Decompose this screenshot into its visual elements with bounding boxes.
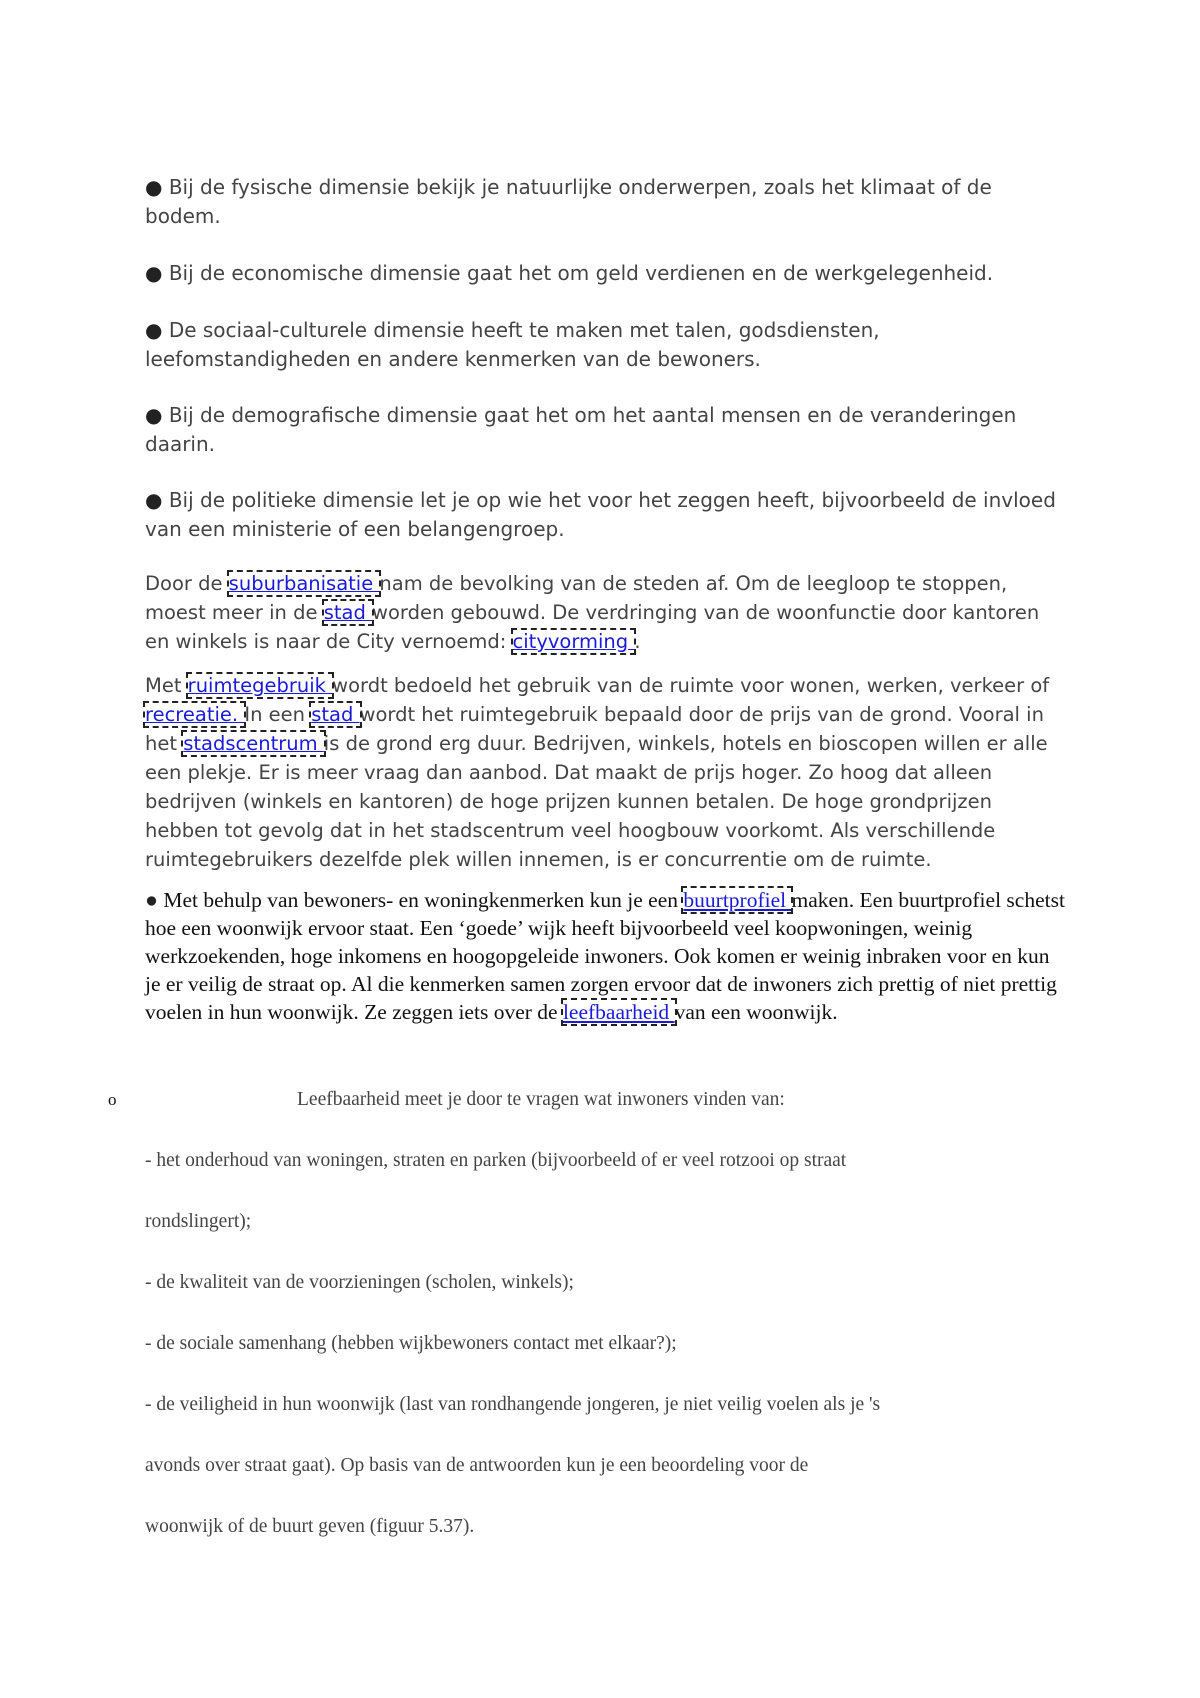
list-marker-circle: o	[108, 1090, 117, 1109]
link-leefbaarheid[interactable]: leefbaarheid	[562, 1000, 675, 1024]
bullet-dot: ●	[145, 488, 163, 512]
bullet-dot: ●	[145, 318, 163, 342]
paragraph-buurtprofiel: ● Met behulp van bewoners- en woningkenmerken kun je een buurtprofiel maken. Een buurtprofiel schetst hoe een woonwijk ervoor staat. Een ‘goede’ wijk heeft bijvoorbeeld veel koopwoningen, weinig werkzoekenden, hoge inkomens en hoogopgeleide inwoners. Ook komen er weinig inbraken voor en kun je er veilig de straat op. Al die kenmerken samen zorgen ervoor dat de inwoners zich prettig of niet prettig voelen in hun woonwijk. Ze zeggen iets over de leefbaarheid van een woonwijk.	[145, 888, 1065, 1024]
leef-line-2: rondslingert);	[145, 1211, 252, 1232]
paragraph-suburbanisatie: Door de suburbanisatie nam de bevolking van de steden af. Om de leegloop te stoppen, moest meer in de stad worden gebouwd. De verdringing van de woonfunctie door kantoren en winkels is naar de City vernoemd: cityvorming .	[145, 572, 1040, 653]
leef-line-1: - het onderhoud van woningen, straten en parken (bijvoorbeeld of er veel rotzooi op straat	[145, 1150, 847, 1171]
link-ruimtegebruik[interactable]: ruimtegebruik	[187, 674, 333, 697]
bullet-economische: ● Bij de economische dimensie gaat het om geld verdienen en de werkgelegenheid.	[145, 261, 994, 285]
bullet-dot: ●	[145, 403, 163, 427]
leef-line-3: - de kwaliteit van de voorzieningen (scholen, winkels);	[145, 1272, 574, 1293]
leefbaarheid-heading: Leefbaarheid meet je door te vragen wat inwoners vinden van:	[297, 1089, 785, 1110]
link-buurtprofiel[interactable]: buurtprofiel	[683, 888, 792, 912]
leef-line-4: - de sociale samenhang (hebben wijkbewoners contact met elkaar?);	[145, 1333, 677, 1354]
link-stad-2[interactable]: stad	[311, 703, 360, 726]
bullet-sociaal-culturele: ● De sociaal-culturele dimensie heeft te maken met talen, godsdiensten, leefomstandigheden en andere kenmerken van de bewoners.	[145, 318, 880, 371]
bullet-dot: ●	[145, 888, 158, 912]
link-stadscentrum[interactable]: stadscentrum	[183, 732, 324, 755]
paragraph-ruimtegebruik: Met ruimtegebruik wordt bedoeld het gebruik van de ruimte voor wonen, werken, verkeer of recreatie. In een stad wordt het ruimtegebruik bepaald door de prijs van de grond. Vooral in het stadscentrum is de grond erg duur. Bedrijven, winkels, hotels en bioscopen willen er alle een plekje. Er is meer vraag dan aanbod. Dat maakt de prijs hoger. Zo hoog dat alleen bedrijven (winkels en kantoren) de hoge prijzen kunnen betalen. De hoge grondprijzen hebben tot gevolg dat in het stadscentrum veel hoogbouw voorkomt. Als verschillende ruimtegebruikers dezelfde plek willen innemen, is er concurrentie om de ruimte.	[145, 674, 1050, 871]
link-suburbanisatie[interactable]: suburbanisatie	[228, 572, 380, 595]
link-recreatie[interactable]: recreatie.	[145, 703, 245, 726]
bullet-fysische: ● Bij de fysische dimensie bekijk je natuurlijke onderwerpen, zoals het klimaat of de bodem.	[145, 175, 992, 228]
leef-line-7: woonwijk of de buurt geven (figuur 5.37).	[145, 1516, 475, 1537]
bullet-demografische: ● Bij de demografische dimensie gaat het om het aantal mensen en de veranderingen daarin.	[145, 403, 1017, 456]
leef-line-6: avonds over straat gaat). Op basis van de antwoorden kun je een beoordeling voor de	[145, 1455, 809, 1476]
bullet-dot: ●	[145, 261, 163, 285]
link-cityvorming[interactable]: cityvorming	[512, 630, 635, 653]
link-stad[interactable]: stad	[323, 601, 373, 624]
bullet-dot: ●	[145, 175, 163, 199]
bullet-politieke: ● Bij de politieke dimensie let je op wie het voor het zeggen heeft, bijvoorbeeld de invloed van een ministerie of een belangengroep.	[145, 488, 1056, 541]
leef-line-5: - de veiligheid in hun woonwijk (last van rondhangende jongeren, je niet veilig voelen als je 's	[145, 1394, 881, 1415]
